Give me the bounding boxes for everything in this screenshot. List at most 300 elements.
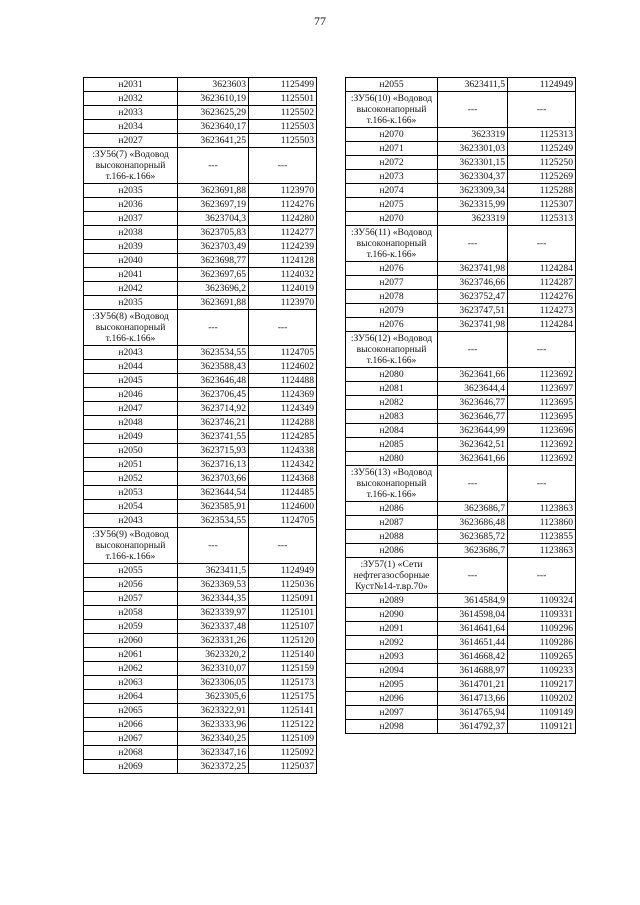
point-name: н2054 [84, 500, 178, 514]
coord-x: 3614765,94 [438, 706, 508, 720]
point-row [84, 606, 317, 620]
coord-x: 3623641,66 [438, 368, 508, 382]
coord-x: 3623705,83 [178, 226, 249, 240]
point-name: н2037 [84, 212, 178, 226]
coord-y: 1123695 [508, 396, 576, 410]
coord-x: 3623685,72 [438, 530, 508, 544]
point-name: н2048 [84, 416, 178, 430]
coord-y: 1124342 [249, 458, 317, 472]
coord-x: 3623703,66 [178, 472, 249, 486]
coord-x: 3623310,07 [178, 662, 249, 676]
point-name: н2038 [84, 226, 178, 240]
section-label: :ЗУ56(10) «Водовод высоконапорный т.166-к.166» [346, 92, 438, 128]
coord-x: 3623704,3 [178, 212, 249, 226]
point-row [346, 636, 576, 650]
section-row [84, 310, 317, 346]
point-name: н2095 [346, 678, 438, 692]
coord-y: --- [508, 466, 576, 502]
point-row [84, 620, 317, 634]
coord-x: 3623340,25 [178, 732, 249, 746]
point-row [84, 198, 317, 212]
section-label: :ЗУ56(7) «Водовод высоконапорный т.166-к.166» [84, 148, 178, 184]
coord-x: 3623625,29 [178, 106, 249, 120]
coord-y: 1125249 [508, 142, 576, 156]
point-name: н2036 [84, 198, 178, 212]
coord-x: 3623646,77 [438, 396, 508, 410]
point-row [346, 706, 576, 720]
point-row [84, 106, 317, 120]
point-row [84, 732, 317, 746]
point-row [346, 516, 576, 530]
point-name: н2073 [346, 170, 438, 184]
point-row [84, 296, 317, 310]
point-row [84, 514, 317, 528]
coord-x: 3623309,34 [438, 184, 508, 198]
coord-x: 3623641,66 [438, 452, 508, 466]
coord-y: 1125173 [249, 676, 317, 690]
point-name: н2096 [346, 692, 438, 706]
point-name: н2040 [84, 254, 178, 268]
point-name: н2061 [84, 648, 178, 662]
coord-y: --- [508, 332, 576, 368]
point-name: н2064 [84, 690, 178, 704]
point-name: н2055 [84, 564, 178, 578]
coord-x: 3623715,93 [178, 444, 249, 458]
coord-y: 1109296 [508, 622, 576, 636]
point-row [84, 346, 317, 360]
point-row [84, 120, 317, 134]
point-row [84, 402, 317, 416]
section-label: :ЗУ56(8) «Водовод высоконапорный т.166-к.166» [84, 310, 178, 346]
coord-y: --- [249, 528, 317, 564]
section-row [346, 466, 576, 502]
point-name: н2039 [84, 240, 178, 254]
coord-x: 3623746,66 [438, 276, 508, 290]
section-row [84, 148, 317, 184]
point-name: н2047 [84, 402, 178, 416]
point-row [346, 262, 576, 276]
point-name: н2055 [346, 78, 438, 92]
point-name: н2088 [346, 530, 438, 544]
point-name: н2078 [346, 290, 438, 304]
coord-x: 3623752,47 [438, 290, 508, 304]
point-name: н2044 [84, 360, 178, 374]
point-row [346, 594, 576, 608]
coord-x: 3623319 [438, 212, 508, 226]
section-label: :ЗУ56(13) «Водовод высоконапорный т.166-к.166» [346, 466, 438, 502]
point-name: н2090 [346, 608, 438, 622]
coord-y: 1124285 [249, 430, 317, 444]
point-row [346, 290, 576, 304]
section-label: :ЗУ56(11) «Водовод высоконапорный т.166-к.166» [346, 226, 438, 262]
point-name: н2086 [346, 502, 438, 516]
coord-x: 3623691,88 [178, 184, 249, 198]
coord-x: 3623372,25 [178, 760, 249, 774]
coord-x: 3623747,51 [438, 304, 508, 318]
point-name: н2033 [84, 106, 178, 120]
point-name: н2082 [346, 396, 438, 410]
point-row [346, 502, 576, 516]
coord-y: --- [508, 92, 576, 128]
coord-y: 1123692 [508, 368, 576, 382]
coord-y: 1125120 [249, 634, 317, 648]
point-name: н2076 [346, 262, 438, 276]
point-row [84, 578, 317, 592]
coord-y: 1124239 [249, 240, 317, 254]
point-row [346, 128, 576, 142]
coord-x: 3614584,9 [438, 594, 508, 608]
point-row [84, 416, 317, 430]
point-row [84, 430, 317, 444]
point-row [84, 78, 317, 92]
point-name: н2086 [346, 544, 438, 558]
coord-y: 1125107 [249, 620, 317, 634]
point-name: н2074 [346, 184, 438, 198]
coord-x: 3623301,03 [438, 142, 508, 156]
point-name: н2097 [346, 706, 438, 720]
coord-x: 3623369,53 [178, 578, 249, 592]
point-row [84, 704, 317, 718]
coord-y: 1124949 [508, 78, 576, 92]
point-name: н2068 [84, 746, 178, 760]
coord-x: 3623534,55 [178, 514, 249, 528]
coord-x: 3623315,99 [438, 198, 508, 212]
coord-y: 1124488 [249, 374, 317, 388]
coord-x: 3623304,37 [438, 170, 508, 184]
point-name: н2053 [84, 486, 178, 500]
section-row [84, 528, 317, 564]
coord-y: 1125175 [249, 690, 317, 704]
coord-y: --- [249, 310, 317, 346]
coord-y: 1125037 [249, 760, 317, 774]
coord-y: 1123692 [508, 452, 576, 466]
coord-x: 3623301,15 [438, 156, 508, 170]
coord-y: 1124349 [249, 402, 317, 416]
coord-y: 1109149 [508, 706, 576, 720]
point-row [84, 92, 317, 106]
section-label: :ЗУ56(12) «Водовод высоконапорный т.166-к.166» [346, 332, 438, 368]
point-row [84, 746, 317, 760]
coord-x: 3623644,4 [438, 382, 508, 396]
point-name: н2080 [346, 452, 438, 466]
point-row [346, 438, 576, 452]
coord-y: 1123970 [249, 296, 317, 310]
coord-x: --- [438, 332, 508, 368]
point-name: н2085 [346, 438, 438, 452]
point-name: н2089 [346, 594, 438, 608]
coord-y: 1124287 [508, 276, 576, 290]
coord-y: 1125101 [249, 606, 317, 620]
point-row [84, 690, 317, 704]
point-name: н2071 [346, 142, 438, 156]
point-row [84, 374, 317, 388]
point-row [346, 622, 576, 636]
point-name: н2057 [84, 592, 178, 606]
coord-x: --- [178, 310, 249, 346]
point-name: н2077 [346, 276, 438, 290]
point-name: н2063 [84, 676, 178, 690]
point-name: н2041 [84, 268, 178, 282]
point-row [84, 444, 317, 458]
point-name: н2035 [84, 184, 178, 198]
point-name: н2072 [346, 156, 438, 170]
point-row [84, 676, 317, 690]
coord-x: 3623646,77 [438, 410, 508, 424]
point-name: н2035 [84, 296, 178, 310]
coord-x: 3623697,19 [178, 198, 249, 212]
coord-x: 3614792,37 [438, 720, 508, 734]
coord-x: --- [438, 226, 508, 262]
point-name: н2069 [84, 760, 178, 774]
section-label: :ЗУ56(9) «Водовод высоконапорный т.166-к.166» [84, 528, 178, 564]
coord-y: 1125499 [249, 78, 317, 92]
coord-x: --- [438, 92, 508, 128]
point-row [346, 304, 576, 318]
coordinates-table-right [345, 77, 576, 734]
coord-y: 1109265 [508, 650, 576, 664]
point-row [84, 226, 317, 240]
point-row [84, 760, 317, 774]
coord-x: 3623603 [178, 78, 249, 92]
section-row [346, 332, 576, 368]
coord-y: 1125502 [249, 106, 317, 120]
coord-x: 3623610,19 [178, 92, 249, 106]
coord-y: 1124602 [249, 360, 317, 374]
coord-x: --- [178, 148, 249, 184]
coord-y: 1124273 [508, 304, 576, 318]
coord-y: 1124368 [249, 472, 317, 486]
point-row [84, 134, 317, 148]
point-row [346, 156, 576, 170]
point-name: н2043 [84, 514, 178, 528]
coord-y: 1125250 [508, 156, 576, 170]
point-row [346, 410, 576, 424]
point-name: н2045 [84, 374, 178, 388]
coord-x: 3623320,2 [178, 648, 249, 662]
coord-x: 3623411,5 [178, 564, 249, 578]
coord-x: 3614701,21 [438, 678, 508, 692]
coord-x: 3623337,48 [178, 620, 249, 634]
point-name: н2087 [346, 516, 438, 530]
coord-x: 3614688,97 [438, 664, 508, 678]
point-row [346, 142, 576, 156]
point-name: н2084 [346, 424, 438, 438]
point-row [346, 318, 576, 332]
point-name: н2070 [346, 128, 438, 142]
coord-y: 1125109 [249, 732, 317, 746]
point-row [84, 486, 317, 500]
coord-y: --- [508, 558, 576, 594]
coord-y: 1125141 [249, 704, 317, 718]
coord-y: 1124485 [249, 486, 317, 500]
point-row [84, 458, 317, 472]
coord-y: 1124284 [508, 262, 576, 276]
point-row [84, 500, 317, 514]
section-row [346, 92, 576, 128]
section-row [346, 226, 576, 262]
coord-x: 3623640,17 [178, 120, 249, 134]
point-name: н2070 [346, 212, 438, 226]
coord-y: 1123863 [508, 544, 576, 558]
point-row [346, 530, 576, 544]
coord-y: 1123697 [508, 382, 576, 396]
point-name: н2066 [84, 718, 178, 732]
coord-y: 1124276 [508, 290, 576, 304]
point-name: н2060 [84, 634, 178, 648]
coord-x: 3623588,43 [178, 360, 249, 374]
coord-y: 1124277 [249, 226, 317, 240]
point-name: н2058 [84, 606, 178, 620]
point-name: н2083 [346, 410, 438, 424]
section-label: :ЗУ57(1) «Сети нефтегазосборные Куст№14-т.вр.70» [346, 558, 438, 594]
point-row [346, 276, 576, 290]
point-row [84, 662, 317, 676]
coord-y: 1125036 [249, 578, 317, 592]
point-row [84, 648, 317, 662]
coord-y: 1124284 [508, 318, 576, 332]
coord-x: 3623746,21 [178, 416, 249, 430]
coord-y: 1123692 [508, 438, 576, 452]
coord-y: 1124600 [249, 500, 317, 514]
point-row [346, 212, 576, 226]
point-row [346, 678, 576, 692]
point-row [84, 592, 317, 606]
coord-y: 1124128 [249, 254, 317, 268]
coord-x: 3623686,7 [438, 544, 508, 558]
coord-y: 1109286 [508, 636, 576, 650]
coord-y: 1109217 [508, 678, 576, 692]
point-name: н2050 [84, 444, 178, 458]
point-row [346, 184, 576, 198]
coord-x: 3623741,98 [438, 318, 508, 332]
point-name: н2092 [346, 636, 438, 650]
coord-y: 1123860 [508, 516, 576, 530]
point-name: н2032 [84, 92, 178, 106]
point-name: н2080 [346, 368, 438, 382]
coord-x: 3614713,66 [438, 692, 508, 706]
point-row [346, 452, 576, 466]
coord-x: 3623339,97 [178, 606, 249, 620]
coord-x: 3623642,51 [438, 438, 508, 452]
point-name: н2076 [346, 318, 438, 332]
coord-y: 1125269 [508, 170, 576, 184]
point-name: н2079 [346, 304, 438, 318]
coord-x: 3623646,48 [178, 374, 249, 388]
point-row [346, 198, 576, 212]
point-row [346, 78, 576, 92]
point-row [346, 382, 576, 396]
coord-y: 1109331 [508, 608, 576, 622]
point-row [346, 720, 576, 734]
coord-y: 1125159 [249, 662, 317, 676]
point-row [346, 608, 576, 622]
coord-x: 3623741,98 [438, 262, 508, 276]
coord-x: 3614598,04 [438, 608, 508, 622]
coord-x: 3623691,88 [178, 296, 249, 310]
coord-y: 1125288 [508, 184, 576, 198]
point-row [84, 268, 317, 282]
point-row [84, 634, 317, 648]
point-row [84, 564, 317, 578]
coord-y: 1124280 [249, 212, 317, 226]
coord-x: 3623319 [438, 128, 508, 142]
point-row [84, 240, 317, 254]
point-name: н2034 [84, 120, 178, 134]
point-row [346, 396, 576, 410]
point-row [346, 544, 576, 558]
coord-x: 3614651,44 [438, 636, 508, 650]
coordinates-table-left [83, 77, 317, 774]
coord-x: 3623714,92 [178, 402, 249, 416]
coord-y: 1125092 [249, 746, 317, 760]
coord-y: 1125307 [508, 198, 576, 212]
coord-x: --- [438, 558, 508, 594]
coord-y: 1124032 [249, 268, 317, 282]
point-name: н2052 [84, 472, 178, 486]
coord-y: 1125091 [249, 592, 317, 606]
coord-y: 1125140 [249, 648, 317, 662]
coord-x: 3623347,16 [178, 746, 249, 760]
coord-y: 1123863 [508, 502, 576, 516]
point-name: н2046 [84, 388, 178, 402]
coord-y: 1124019 [249, 282, 317, 296]
coord-x: 3623644,54 [178, 486, 249, 500]
point-name: н2067 [84, 732, 178, 746]
coord-y: --- [508, 226, 576, 262]
coord-x: 3623716,13 [178, 458, 249, 472]
point-row [346, 424, 576, 438]
point-row [346, 664, 576, 678]
point-name: н2094 [346, 664, 438, 678]
coord-x: 3623706,45 [178, 388, 249, 402]
page-number: 77 [314, 14, 326, 28]
coord-y: 1125122 [249, 718, 317, 732]
coord-x: 3623331,26 [178, 634, 249, 648]
point-name: н2065 [84, 704, 178, 718]
coord-y: 1125501 [249, 92, 317, 106]
coord-x: --- [438, 466, 508, 502]
coord-y: 1124338 [249, 444, 317, 458]
coord-y: 1125503 [249, 134, 317, 148]
point-row [346, 650, 576, 664]
point-row [84, 184, 317, 198]
coord-y: --- [249, 148, 317, 184]
coord-x: 3623697,65 [178, 268, 249, 282]
point-row [84, 718, 317, 732]
coord-x: 3623686,48 [438, 516, 508, 530]
coord-y: 1125313 [508, 212, 576, 226]
point-row [346, 368, 576, 382]
coord-x: 3623641,25 [178, 134, 249, 148]
coord-y: 1123695 [508, 410, 576, 424]
coord-y: 1124276 [249, 198, 317, 212]
point-name: н2051 [84, 458, 178, 472]
coord-x: 3623534,55 [178, 346, 249, 360]
coord-y: 1123696 [508, 424, 576, 438]
coord-y: 1125313 [508, 128, 576, 142]
coord-x: 3614668,42 [438, 650, 508, 664]
coord-y: 1123970 [249, 184, 317, 198]
coord-x: 3623703,49 [178, 240, 249, 254]
coord-x: 3623322,91 [178, 704, 249, 718]
coord-x: 3623344,35 [178, 592, 249, 606]
coord-x: 3614641,64 [438, 622, 508, 636]
point-name: н2091 [346, 622, 438, 636]
coord-x: 3623741,55 [178, 430, 249, 444]
coord-y: 1109121 [508, 720, 576, 734]
coord-x: 3623305,6 [178, 690, 249, 704]
coord-x: 3623644,99 [438, 424, 508, 438]
